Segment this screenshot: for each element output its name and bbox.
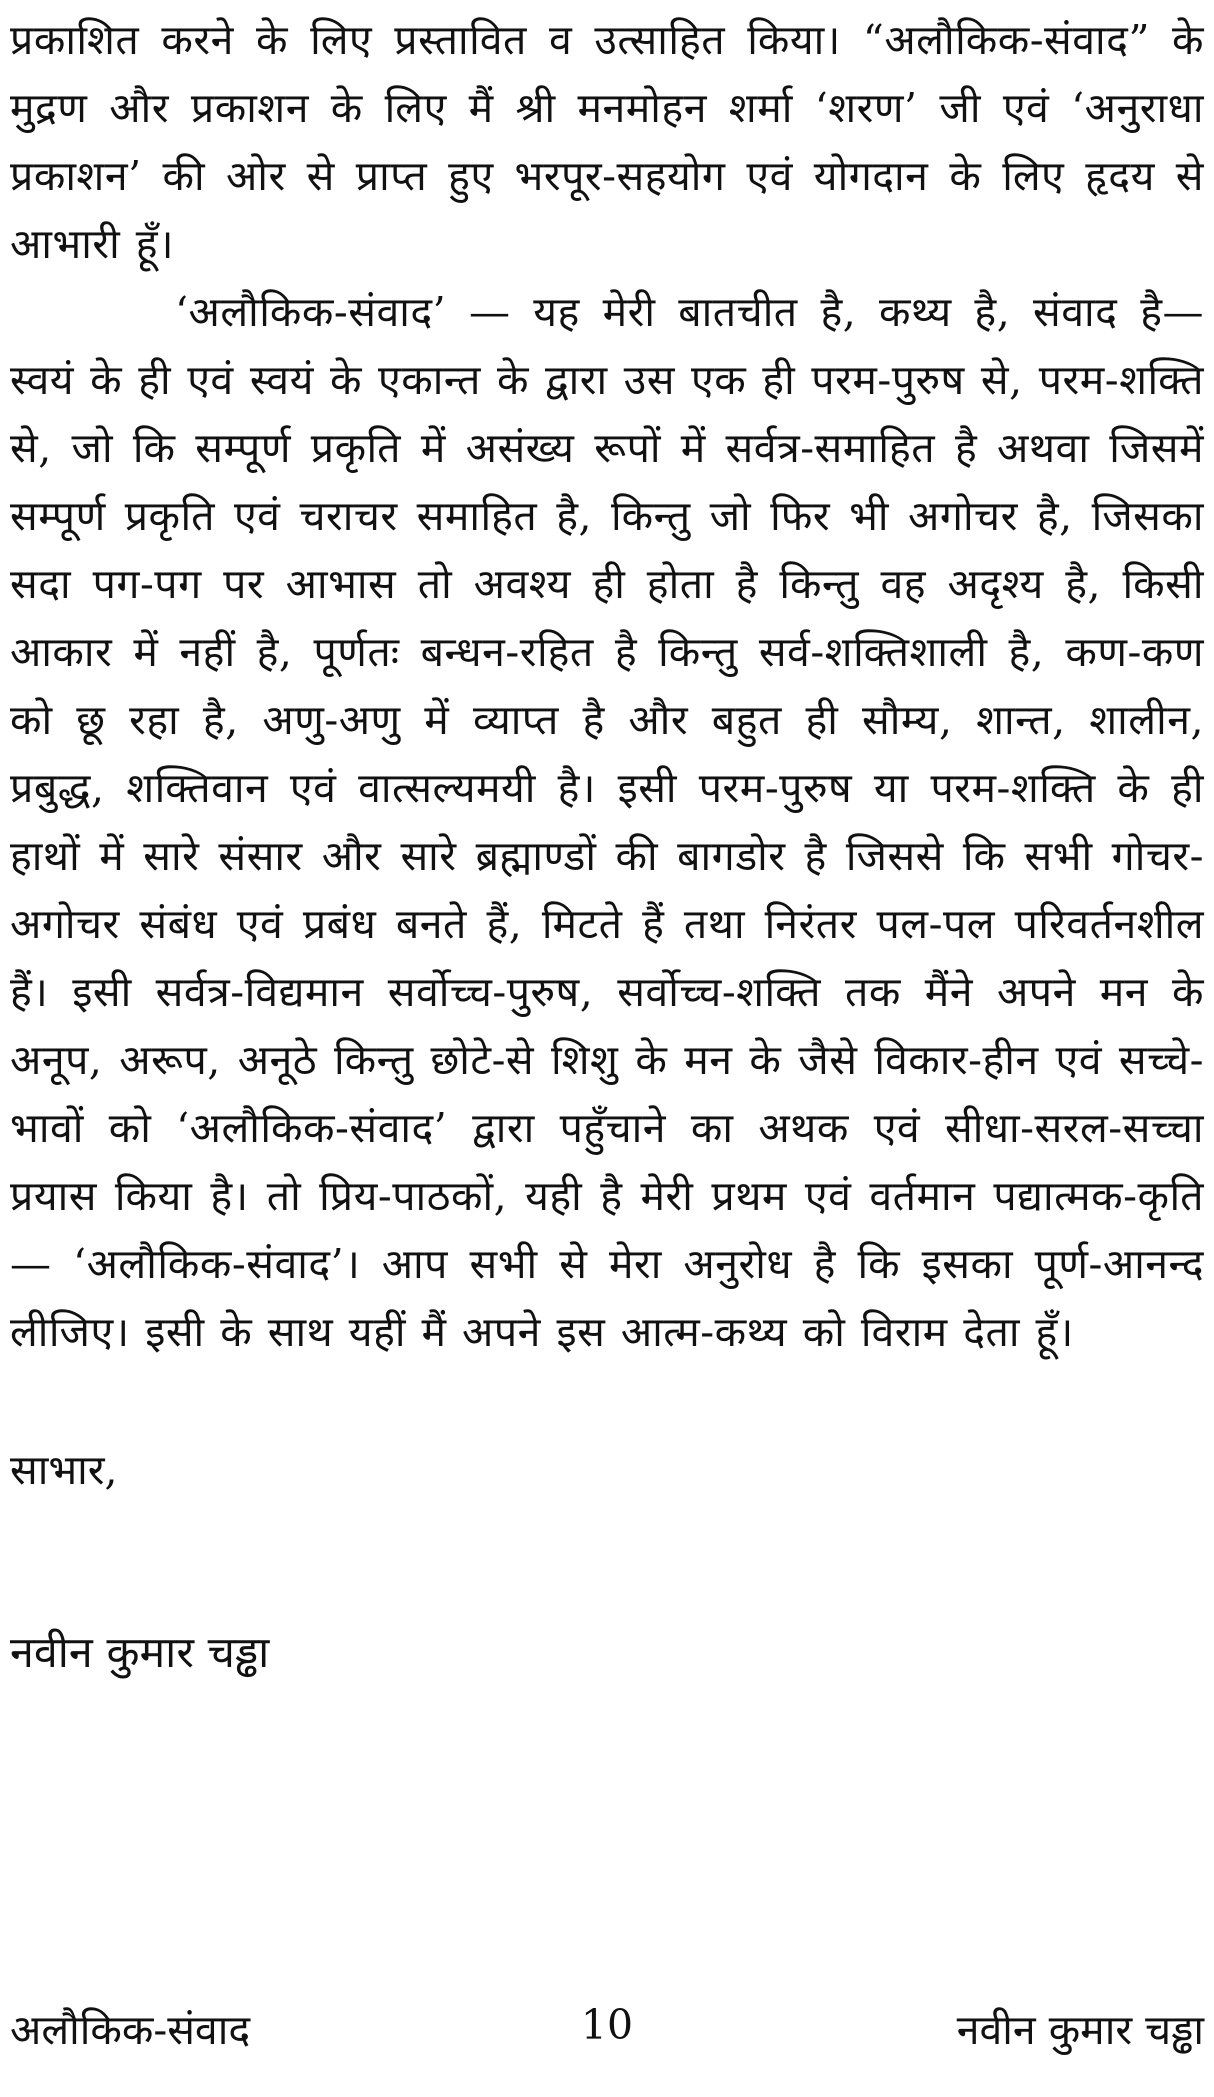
closing-salutation: साभार, bbox=[10, 1446, 118, 1494]
footer-book-title: अलौकिक-संवाद bbox=[10, 2006, 251, 2054]
page-footer bbox=[10, 2001, 1204, 2057]
preface-text-block bbox=[10, 6, 1204, 1687]
paragraph-acknowledgement: प्रकाशित करने के लिए प्रस्तावित व उत्साहित किया। “अलौकिक-संवाद” के मुद्रण और प्रकाशन के लिए मैं श्री मनमोहन शर्मा ‘शरण’ जी एवं ‘अनुराधा प्रकाशन’ की ओर से प्राप्त हुए भरपूर-सहयोग एवं योगदान के लिए हृदय से आभारी हूँ। bbox=[10, 16, 1204, 268]
author-signature: नवीन कुमार चड्ढा bbox=[10, 1628, 270, 1678]
footer-page-number: 10 bbox=[580, 2001, 634, 2049]
footer-author-name: नवीन कुमार चड्ढा bbox=[956, 2006, 1204, 2054]
paragraph-about-work: ‘अलौकिक-संवाद’ — यह मेरी बातचीत है, कथ्य है, संवाद है— स्वयं के ही एवं स्वयं के एकान्त के द्वारा उस एक ही परम-पुरुष से, परम-शक्ति से, जो कि सम्पूर्ण प्रकृति में असंख्य रूपों में सर्वत्र-समाहित है अथवा जिसमें सम्पूर्ण प्रकृति एवं चराचर समाहित है, किन्तु जो फिर भी अगोचर है, जिसका सदा पग-पग पर आभास तो अवश्य ही होता है किन्तु वह अदृश्य है, किसी आकार में नहीं है, पूर्णतः बन्धन-रहित है किन्तु सर्व-शक्तिशाली है, कण-कण को छू रहा है, अणु-अणु में व्याप्त है और बहुत ही सौम्य, शान्त, शालीन, प्रबुद्ध, शक्तिवान एवं वात्सल्यमयी है। इसी परम-पुरुष या परम-शक्ति के ही हाथों में सारे संसार और सारे ब्रह्माण्डों की बागडोर है जिससे कि सभी गोचर-अगोचर संबंध एवं प्रबंध बनते हैं, मिटते हैं तथा निरंतर पल-पल परिवर्तनशील हैं। इसी सर्वत्र-विद्यमान सर्वोच्च-पुरुष, सर्वोच्च-शक्ति तक मैंने अपने मन के अनूप, अरूप, अनूठे किन्तु छोटे-से शिशु के मन के जैसे विकार-हीन एवं सच्चे-भावों को ‘अलौकिक-संवाद’ द्वारा पहुँचाने का अथक एवं सीधा-सरल-सच्चा प्रयास किया है। तो प्रिय-पाठकों, यही है मेरी प्रथम एवं वर्तमान पद्यात्मक-कृति — ‘अलौकिक-संवाद’। आप सभी से मेरा अनुरोध है कि इसका पूर्ण-आनन्द लीजिए। इसी के साथ यहीं मैं अपने इस आत्म-कथ्य को विराम देता हूँ। bbox=[10, 288, 1204, 1356]
